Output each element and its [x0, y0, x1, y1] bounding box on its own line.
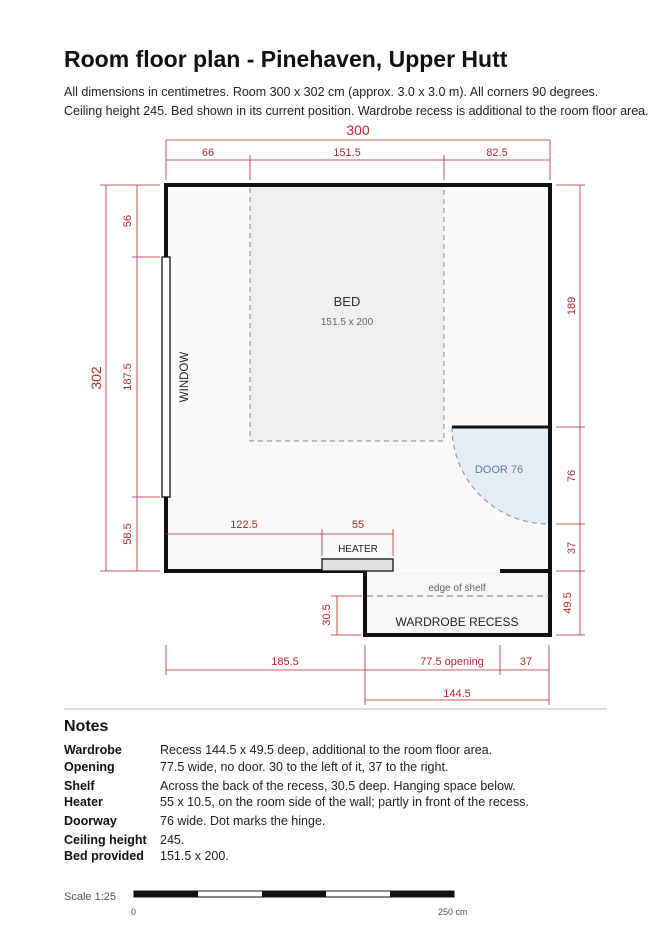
- scale-start: 0: [131, 907, 137, 917]
- scale-bar: [134, 891, 454, 897]
- note-row: Doorway 76 wide. Dot marks the hinge.: [64, 814, 326, 828]
- wardrobe-label: WARDROBE RECESS: [395, 615, 519, 629]
- dim-heater-width: 55: [351, 519, 365, 531]
- dim-left-bottom: 58.5: [122, 523, 134, 545]
- dim-bottom-right: 37: [519, 656, 533, 668]
- heater: [322, 559, 393, 571]
- heater-label: HEATER: [338, 544, 378, 555]
- dim-recess-depth: 49.5: [562, 592, 574, 614]
- notes-title: Notes: [64, 718, 109, 735]
- note-row: Shelf Across the back of the recess, 30.5 deep. Hanging space below.: [64, 779, 516, 793]
- dim-top-bed: 151.5: [333, 147, 361, 159]
- subtitle-line-2: Ceiling height 245. Bed shown in its current position. Wardrobe recess is additional to the room floor area.: [64, 104, 649, 118]
- dim-recess-width: 144.5: [443, 688, 471, 700]
- dim-heater-offset: 122.5: [230, 519, 258, 531]
- dim-left-window: 187.5: [122, 363, 134, 391]
- scale-label: Scale 1:25: [64, 891, 116, 903]
- dim-room-depth: 302: [88, 366, 104, 390]
- window: [162, 257, 170, 497]
- dim-left-top: 56: [122, 214, 134, 228]
- dim-bottom-opening: 77.5 opening: [420, 656, 484, 668]
- dim-right-bottom: 37: [566, 541, 578, 555]
- shelf-label: edge of shelf: [428, 583, 486, 594]
- note-row: Bed provided 151.5 x 200.: [64, 849, 229, 863]
- dim-right-top: 189: [566, 296, 578, 316]
- subtitle-line-1: All dimensions in centimetres. Room 300 x 302 cm (approx. 3.0 x 3.0 m). All corners 90 degrees.: [64, 85, 599, 99]
- bed-size-label: 151.5 x 200: [320, 317, 374, 328]
- note-row: Ceiling height 245.: [64, 833, 185, 847]
- bed: [250, 186, 444, 441]
- note-row: Heater 55 x 10.5, on the room side of the wall; partly in front of the recess.: [64, 795, 529, 809]
- scale-end: 250 cm: [438, 907, 468, 917]
- note-row: Opening 77.5 wide, no door. 30 to the left of it, 37 to the right.: [64, 760, 449, 774]
- page-title: Room floor plan - Pinehaven, Upper Hutt: [64, 46, 508, 72]
- dim-room-width: 300: [346, 122, 370, 138]
- dim-top-right: 82.5: [486, 147, 508, 159]
- dim-bottom-left: 185.5: [271, 656, 299, 668]
- door-label: DOOR 76: [474, 464, 524, 476]
- dim-right-door: 76: [566, 469, 578, 483]
- note-row: Wardrobe Recess 144.5 x 49.5 deep, additional to the room floor area.: [64, 743, 493, 757]
- dim-shelf-depth: 30.5: [321, 604, 333, 626]
- dim-top-left: 66: [201, 147, 215, 159]
- bed-label: BED: [333, 294, 361, 309]
- window-label: WINDOW: [179, 351, 191, 403]
